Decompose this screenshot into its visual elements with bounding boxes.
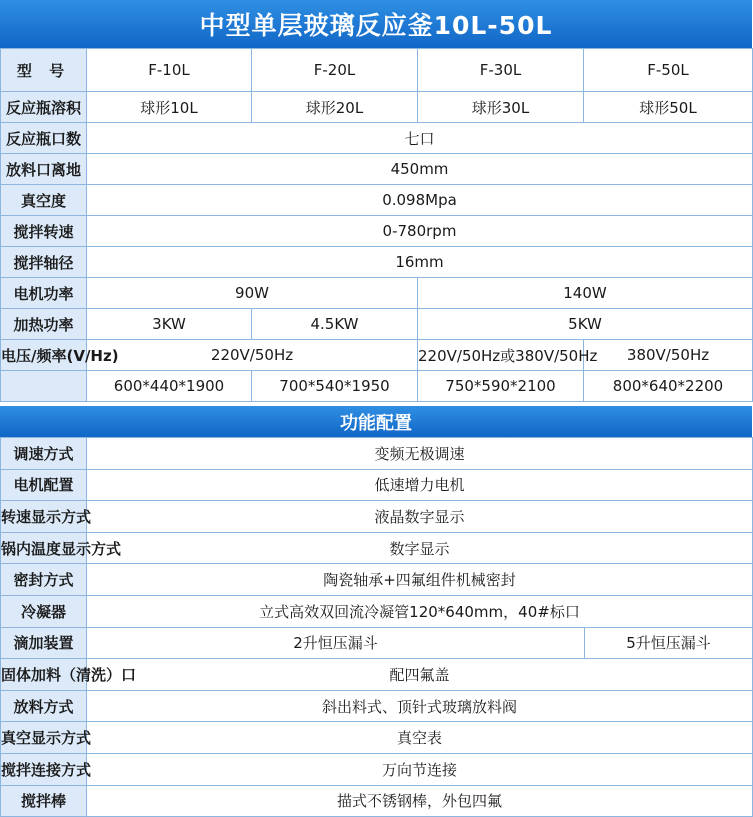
feature-value: 描式不锈钢棒，外包四氟 — [87, 785, 753, 817]
feature-label: 放料方式 — [1, 690, 87, 722]
volume-label: 反应瓶溶积 — [1, 92, 87, 123]
shaft-row — [1, 247, 753, 278]
size-row — [1, 371, 753, 402]
motor-row — [1, 278, 753, 309]
feature-value: 液晶数字显示 — [87, 501, 753, 533]
feature-label: 冷凝器 — [1, 595, 87, 627]
feature-label: 搅拌连接方式 — [1, 753, 87, 785]
feature-row — [1, 785, 753, 817]
feature-row — [1, 532, 753, 564]
size-value: 700*540*1950 — [252, 371, 418, 402]
voltage-value: 220V/50Hz或380V/50Hz — [418, 340, 584, 371]
feature-row — [1, 595, 753, 627]
feature-label: 密封方式 — [1, 564, 87, 596]
model-f10l: F-10L — [87, 49, 252, 92]
height-label: 放料口离地 — [1, 154, 87, 185]
volume-row — [1, 92, 753, 123]
feature-value: 真空表 — [87, 722, 753, 754]
spec-table — [0, 48, 753, 402]
necks-label: 反应瓶口数 — [1, 123, 87, 154]
speed-row — [1, 216, 753, 247]
feature-label: 搅拌棒 — [1, 785, 87, 817]
heating-value: 4.5KW — [252, 309, 418, 340]
size-value: 600*440*1900 — [87, 371, 252, 402]
voltage-value: 220V/50Hz — [87, 340, 418, 371]
necks-value: 七口 — [87, 123, 753, 154]
feature-value: 低速增力电机 — [87, 469, 753, 501]
sheet-title: 中型单层玻璃反应釜10L-50L — [0, 0, 752, 48]
feature-label: 锅内温度显示方式 — [1, 532, 87, 564]
vacuum-value: 0.098Mpa — [87, 185, 753, 216]
feature-label: 电机配置 — [1, 469, 87, 501]
height-value: 450mm — [87, 154, 753, 185]
vacuum-label: 真空度 — [1, 185, 87, 216]
motor-value-small: 90W — [87, 278, 418, 309]
feature-value: 2升恒压漏斗 — [87, 627, 585, 659]
voltage-value: 380V/50Hz — [584, 340, 753, 371]
height-row — [1, 154, 753, 185]
size-label-empty — [1, 371, 87, 402]
model-f20l: F-20L — [252, 49, 418, 92]
motor-label: 电机功率 — [1, 278, 87, 309]
model-f50l: F-50L — [584, 49, 753, 92]
feature-value: 数字显示 — [87, 532, 753, 564]
heating-value: 5KW — [418, 309, 753, 340]
feature-row — [1, 690, 753, 722]
volume-value: 球形50L — [584, 92, 753, 123]
feature-label: 滴加装置 — [1, 627, 87, 659]
shaft-label: 搅拌轴径 — [1, 247, 87, 278]
necks-row — [1, 123, 753, 154]
motor-value-large: 140W — [418, 278, 753, 309]
feature-row — [1, 438, 753, 470]
model-row — [1, 49, 753, 92]
voltage-row — [1, 340, 753, 371]
feature-row — [1, 564, 753, 596]
feature-value: 万向节连接 — [87, 753, 753, 785]
feature-label: 真空显示方式 — [1, 722, 87, 754]
model-f30l: F-30L — [418, 49, 584, 92]
feature-row — [1, 753, 753, 785]
feature-value: 斜出料式、顶针式玻璃放料阀 — [87, 690, 753, 722]
feature-label: 固体加料（清洗）口 — [1, 659, 87, 691]
shaft-value: 16mm — [87, 247, 753, 278]
feature-row — [1, 501, 753, 533]
size-value: 800*640*2200 — [584, 371, 753, 402]
section-title: 功能配置 — [0, 406, 752, 437]
speed-value: 0-780rpm — [87, 216, 753, 247]
volume-value: 球形30L — [418, 92, 584, 123]
feature-table — [0, 437, 753, 817]
size-value: 750*590*2100 — [418, 371, 584, 402]
model-header-label: 型 号 — [1, 49, 87, 92]
feature-value: 5升恒压漏斗 — [585, 627, 753, 659]
volume-value: 球形20L — [252, 92, 418, 123]
feature-row — [1, 722, 753, 754]
feature-row — [1, 469, 753, 501]
speed-label: 搅拌转速 — [1, 216, 87, 247]
feature-value: 立式高效双回流冷凝管120*640mm，40#标口 — [87, 595, 753, 627]
heating-label: 加热功率 — [1, 309, 87, 340]
feature-row — [1, 659, 753, 691]
feature-label: 调速方式 — [1, 438, 87, 470]
feature-row — [1, 627, 753, 659]
heating-row — [1, 309, 753, 340]
volume-value: 球形10L — [87, 92, 252, 123]
vacuum-row — [1, 185, 753, 216]
feature-label: 转速显示方式 — [1, 501, 87, 533]
feature-value: 陶瓷轴承+四氟组件机械密封 — [87, 564, 753, 596]
feature-value: 配四氟盖 — [87, 659, 753, 691]
voltage-label: 电压/频率(V/Hz) — [1, 340, 87, 371]
feature-value: 变频无极调速 — [87, 438, 753, 470]
heating-value: 3KW — [87, 309, 252, 340]
